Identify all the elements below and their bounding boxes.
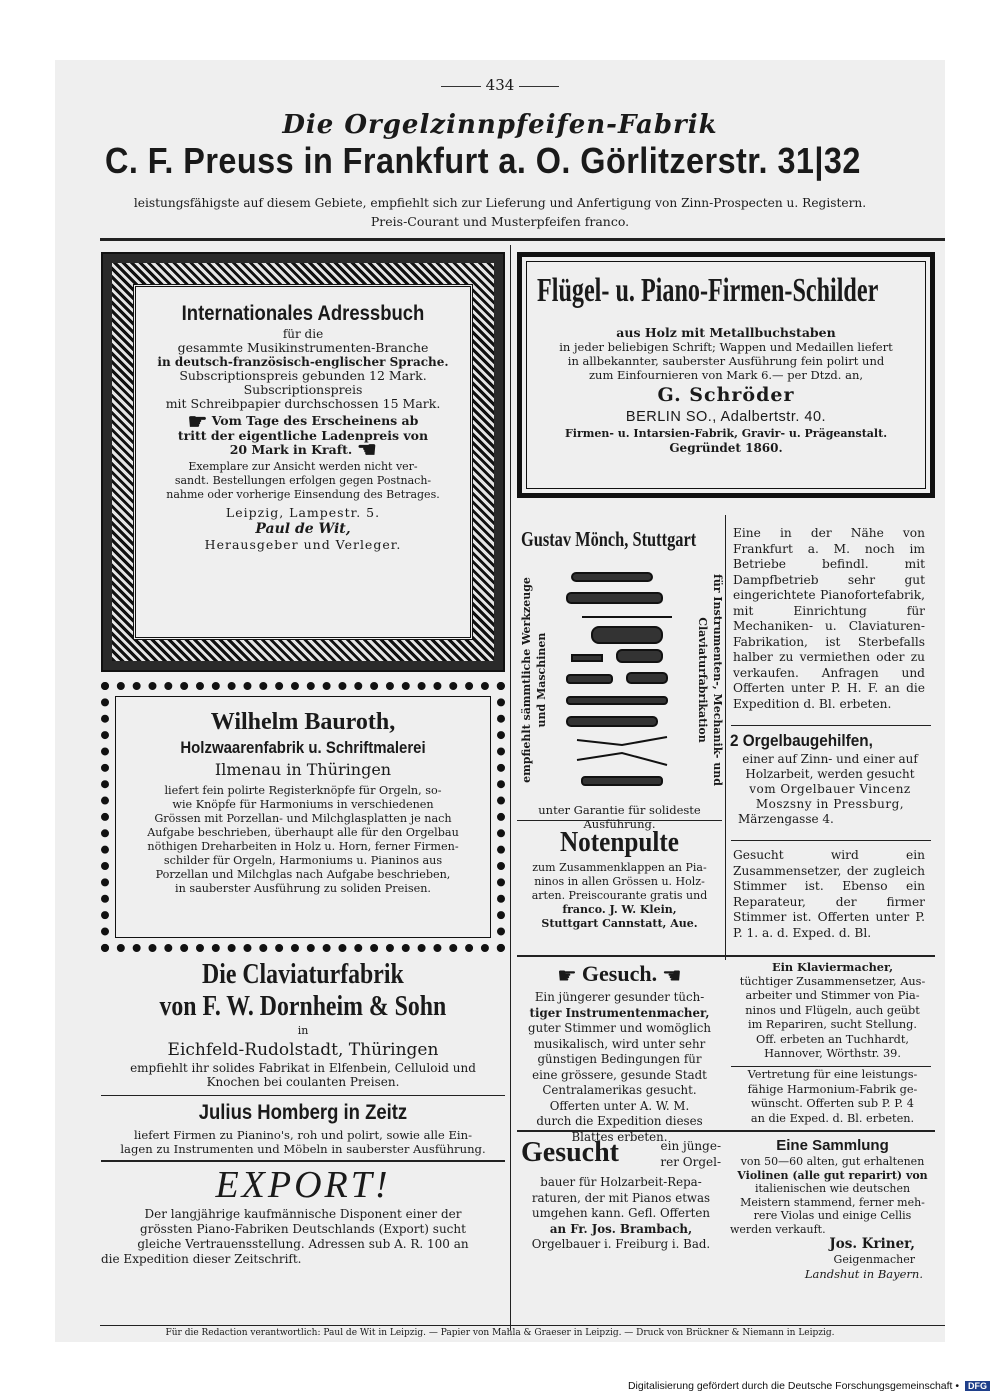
orgelbau-title: 2 Orgelbaugehilfen,	[730, 731, 873, 750]
schroeder-l2: in jeder beliebigen Schrift; Wappen und Medaillen liefert	[559, 340, 893, 354]
vertretung-ad	[730, 1068, 935, 1126]
pianofabrik-ad	[733, 526, 925, 712]
sammlung-l1: von 50—60 alten, gut erhaltenen	[740, 1155, 925, 1168]
export-l4: die Expedition dieser Zeitschrift.	[101, 1252, 302, 1266]
schroeder-title: Flügel- u. Piano-Firmen-Schilder	[537, 272, 879, 309]
bauroth-inner	[115, 696, 491, 938]
schroeder-box	[517, 252, 935, 498]
zusammensetzer-text: Gesucht wird ein Zusammensetzer, der zugleich Stimmer ist. Ebenso ein Reparateur, der firmer Stimmer ist. Offerten unter P. P. 1. a. d. Exped. d. Bl.	[733, 848, 925, 940]
klaviermacher-l6: Off. erbeten an Tuchhardt,	[756, 1032, 909, 1046]
notenpulte-l5: Stuttgart Cannstatt, Aue.	[541, 917, 698, 930]
gesuch-l1: Ein jüngerer gesunder tüch-	[534, 990, 705, 1004]
page-number: 434	[485, 76, 515, 94]
bauroth-title: Wilhelm Bauroth,	[210, 709, 396, 735]
gesuch-l10: Blattes erbeten.	[571, 1129, 668, 1144]
divider-dornheim	[101, 1095, 505, 1096]
schroeder-l8: Gegründet 1860.	[669, 441, 783, 455]
tool-reamer	[627, 673, 667, 683]
dornheim-title2-box	[101, 990, 505, 1024]
export-l3: gleiche Vertrauensstellung. Adressen sub A. R. 100 an	[137, 1237, 469, 1251]
klaviermacher-l2: tüchtiger Zusammensetzer, Aus-	[739, 974, 926, 988]
dornheim-title1-box	[101, 958, 505, 992]
sammlung-ad	[730, 1136, 935, 1281]
gesucht-l1: ein jünge-	[660, 1139, 721, 1153]
gesucht-l3: bauer für Holzarbeit-Repa-	[540, 1175, 702, 1189]
pointing-hand-icon: ☛	[662, 963, 682, 989]
schroeder-l1: aus Holz mit Metallbuchstaben	[616, 325, 836, 340]
orgelbau-ad	[730, 730, 930, 827]
page-number-row	[55, 76, 945, 94]
vertretung-l2: fähige Harmonium-Fabrik ge-	[747, 1082, 918, 1096]
gesuch-l5: günstigen Bedingungen für	[537, 1052, 702, 1066]
gesuch-l8: Offerten unter A. W. M.	[549, 1098, 690, 1113]
sammlung-l2: Violinen (alle gut reparirt) von	[737, 1168, 928, 1182]
schroeder-l7: Firmen- u. Intarsien-Fabrik, Gravir- u. Prägeanstalt.	[564, 427, 888, 440]
gesuch-title: Gesuch.	[581, 961, 658, 986]
notenpulte-l1: zum Zusammenklappen an Pia-	[532, 861, 707, 874]
divider-homberg	[101, 1160, 505, 1162]
gesucht-l6: an Fr. Jos. Brambach,	[549, 1221, 693, 1236]
footer-divider	[100, 1325, 945, 1326]
klaviermacher-l7: Hannover, Wörthstr. 39.	[764, 1047, 901, 1060]
homberg-l1: liefert Firmen zu Pianino's, roh und polirt, sowie alle Ein-	[133, 1128, 473, 1142]
sammlung-l9: Landshut in Bayern.	[804, 1266, 923, 1281]
adressbuch-l14: Paul de Wit,	[255, 521, 351, 537]
tool-file	[572, 573, 652, 581]
orgelbau-l3: vom Orgelbauer Vincenz	[749, 782, 911, 796]
orgelbau-l1: einer auf Zinn- und einer auf	[742, 752, 918, 766]
tool-gauge	[582, 777, 662, 785]
bauroth-l6: schilder für Orgeln, Harmoniums u. Pianinos aus	[163, 854, 443, 867]
sammlung-l7: Jos. Kriner,	[829, 1236, 915, 1252]
orgelbau-l4: Moszsny in Pressburg,	[755, 797, 905, 811]
sammlung-title: Eine Sammlung	[776, 1137, 889, 1154]
bauroth-subtitle: Holzwaarenfabrik u. Schriftmalerei	[180, 738, 426, 757]
tool-pliers-jaw	[577, 753, 667, 765]
footer-imprint: Für die Redaction verantwortlich: Paul de Wit in Leipzig. — Papier von Mahla & Graeser in Leipzig. — Druck von Brückner & Niemann in Leipzig.	[165, 1328, 835, 1338]
moench-title-box	[521, 525, 726, 555]
tools-illustration	[562, 565, 692, 795]
adressbuch-l9: 20 Mark in Kraft.	[229, 441, 353, 457]
gesucht-l5: umgehen kann. Gefl. Offerten	[532, 1206, 710, 1220]
sammlung-l8: Geigenmacher	[833, 1253, 915, 1266]
gesucht-l7: Orgelbauer i. Freiburg i. Bad.	[531, 1237, 711, 1251]
adressbuch-text	[136, 301, 470, 552]
schroeder-l6: BERLIN SO., Adalbertstr. 40.	[625, 409, 827, 425]
tool-pliers	[577, 737, 667, 745]
gesucht-l2: rer Orgel-	[660, 1155, 721, 1169]
gesucht-l4: raturen, der mit Pianos etwas	[531, 1190, 711, 1205]
bauroth-l7: Porzellan und Milchglas nach Aufgabe beschrieben,	[155, 868, 451, 881]
klaviermacher-l3: arbeiter und Stimmer von Pia-	[745, 989, 920, 1002]
zusammensetzer-ad	[733, 848, 925, 941]
bauroth-l4: Aufgabe beschrieben, überhaupt alle für den Orgelbau	[147, 826, 459, 839]
moench-l2: Ausführung.	[583, 817, 656, 831]
vertretung-l1: Vertretung für eine leistungs-	[747, 1068, 918, 1081]
dornheim-l1: empfiehlt ihr solides Fabrikat in Elfenbein, Celluloid und	[130, 1061, 476, 1075]
sammlung-l6: werden verkauft.	[730, 1222, 826, 1236]
adressbuch-l3: in deutsch-französisch-englischer Sprache.	[157, 355, 449, 369]
adressbuch-l8: tritt der eigentliche Ladenpreis von	[177, 427, 429, 443]
export-l2: grössten Piano-Fabriken Deutschlands (Export) sucht	[140, 1222, 466, 1236]
notenpulte-l4: franco. J. W. Klein,	[562, 903, 677, 916]
bauroth-text	[116, 707, 490, 896]
orgelbau-l5: Märzengasse 4.	[738, 812, 834, 826]
adressbuch-l1: für die	[282, 327, 324, 341]
bauroth-l1: liefert fein polirte Registerknöpfe für Orgeln, so-	[164, 784, 442, 797]
dornheim-place: Eichfeld-Rudolstadt, Thüringen	[167, 1040, 439, 1060]
tool-rasp	[567, 697, 667, 704]
klaviermacher-ad	[730, 960, 935, 1062]
adressbuch-l13: Leipzig, Lampestr. 5.	[225, 505, 381, 520]
column-divider	[510, 245, 511, 1330]
tool-punch	[572, 655, 602, 661]
adressbuch-l6: mit Schreibpapier durchschossen 15 Mark.	[165, 396, 441, 411]
notenpulte-l2: ninos in allen Grössen u. Holz-	[534, 875, 705, 888]
dornheim-in: in	[297, 1024, 309, 1037]
gesuch-title-row	[517, 960, 722, 990]
header-line2-box	[105, 140, 925, 190]
dornheim-title1: Die Claviaturfabrik	[202, 959, 404, 990]
pointing-hand-icon: ☛	[557, 963, 577, 989]
header-line2: C. F. Preuss in Frankfurt a. O. Görlitzerstr. 31|32	[105, 140, 861, 181]
notenpulte-l3: arten. Preiscourante gratis und	[531, 889, 708, 902]
gesuch-l4: musikalisch, wird unter sehr	[533, 1036, 706, 1051]
bauroth-l2: wie Knöpfe für Harmoniums in verschiedenen	[172, 798, 434, 811]
sammlung-l5: rere Violas und einige Cellis	[753, 1209, 912, 1222]
adressbuch-title: Internationales Adressbuch	[181, 302, 425, 325]
adressbuch-l2: gesammte Musikinstrumenten-Branche	[177, 340, 429, 355]
bauroth-frame	[101, 682, 505, 952]
notenpulte-title: Notenpulte	[559, 827, 679, 858]
gesucht-title: Gesucht	[521, 1137, 619, 1168]
klaviermacher-l5: im Repariren, sucht Stellung.	[747, 1018, 917, 1031]
divider-right-low	[517, 1130, 935, 1132]
gesucht-orgel-ad	[521, 1135, 721, 1253]
homberg-title: Julius Homberg in Zeitz	[198, 1101, 408, 1124]
homberg-title-box	[101, 1100, 505, 1126]
export-ad	[101, 1163, 505, 1267]
pianofabrik-text: Eine in der Nähe von Frankfurt a. M. noch im Betriebe befindl. mit Dampfbetrieb sehr gut eingerichtete Pianofortefabrik, mit Einrichtung für Mechaniken- u. Claviaturen-Fabrikation, ist Sterbefalls halber zu vermiethen oder zu verkaufen. Anfragen und Offerten unter P. H. F. an die Expedition d. Bl. erbeten.	[733, 526, 925, 711]
divider-klaviermacher	[731, 1066, 931, 1067]
schroeder-inner	[526, 261, 926, 489]
gesuch-l2: tiger Instrumentenmacher,	[529, 1005, 710, 1020]
tool-knife	[567, 717, 657, 726]
right-subcolumn-divider	[725, 515, 726, 960]
credit-text: Digitalisierung gefördert durch die Deutsche Forschungsgemeinschaft •	[627, 1380, 960, 1392]
moench-vert-left: empfiehlt sämmtliche Werkzeuge und Maschinen	[520, 577, 548, 783]
vertretung-l4: an die Exped. d. Bl. erbeten.	[750, 1111, 915, 1125]
bauroth-l3: Grössen mit Porzellan- und Milchglasplatten je nach	[154, 812, 452, 825]
bauroth-l8: in sauberster Ausführung zu soliden Preisen.	[175, 882, 431, 895]
gesuch-l3: guter Stimmer und womöglich	[528, 1021, 711, 1035]
adressbuch-l9-row	[136, 437, 470, 463]
moench-ad	[517, 515, 722, 840]
adressbuch-inner	[133, 284, 473, 640]
tool-handle	[617, 650, 662, 662]
newspaper-page	[55, 60, 945, 1342]
dornheim-l2: Knochen bei coulanten Preisen.	[206, 1075, 400, 1089]
export-l1: Der langjährige kaufmännische Disponent einer der	[144, 1207, 462, 1221]
header-line3: leistungsfähigste auf diesem Gebiete, empfiehlt sich zur Lieferung und Anfertigung von Zinn-Prospecten u. Registern.	[133, 196, 867, 210]
pointing-hand-icon: ☛	[187, 408, 208, 435]
tool-chisel	[567, 593, 662, 603]
divider-moench	[517, 820, 722, 821]
tool-awl	[567, 675, 612, 683]
divider-pianofabrik	[731, 725, 931, 726]
moench-vert-left-box	[519, 565, 555, 795]
klaviermacher-l1: Ein Klaviermacher,	[771, 960, 894, 974]
adressbuch-l11: sandt. Bestellungen erfolgen gegen Postnach-	[174, 474, 432, 487]
dornheim-title2: von F. W. Dornheim & Sohn	[159, 991, 447, 1022]
klaviermacher-l4: ninos und Flügeln, auch geübt	[745, 1003, 920, 1017]
gesuch-l7: Centralamerikas gesucht.	[542, 1083, 697, 1097]
adressbuch-l5: Subscriptionspreis	[243, 382, 363, 397]
divider-orgelbau	[731, 840, 931, 841]
gesucht-title-row	[521, 1135, 721, 1175]
schroeder-l3: in allbekannter, sauberster Ausführung fein polirt und	[567, 354, 885, 368]
orgelbau-l2: Holzarbeit, werden gesucht	[745, 767, 915, 781]
divider-right-mid	[517, 955, 935, 957]
header-divider	[100, 238, 945, 241]
moench-vert-right: für Instrumenten-, Mechanik- und Claviaturfabrikation	[696, 574, 724, 786]
adressbuch-l15: Herausgeber und Verleger.	[204, 537, 402, 552]
dfg-logo: DFG	[965, 1381, 990, 1391]
sammlung-l3: italienischen wie deutschen	[754, 1182, 911, 1195]
gesuch-l9: durch die Expedition dieses	[536, 1114, 703, 1128]
vertretung-l3: wünscht. Offerten sub P. P. 4	[751, 1097, 914, 1110]
schroeder-title-box	[537, 268, 932, 320]
moench-title: Gustav Mönch, Stuttgart	[521, 527, 697, 551]
gesuch-l6: eine grössere, gesunde Stadt	[532, 1067, 707, 1082]
adressbuch-l7: Vom Tage des Erscheinens ab	[211, 413, 419, 428]
adressbuch-l10: Exemplare zur Ansicht werden nicht ver-	[188, 460, 418, 473]
adressbuch-l12: nahme oder vorherige Einsendung des Betrages.	[166, 488, 440, 501]
schroeder-l4: zum Einfournieren von Mark 6.— per Dtzd. an,	[588, 368, 864, 382]
bauroth-l5: nöthigen Dreharbeiten in Holz u. Horn, ferner Firmen-	[147, 840, 459, 853]
header-line1: Die Orgelzinnpfeifen-Fabrik	[282, 110, 718, 140]
tool-mallet	[592, 627, 662, 643]
moench-vert-right-box	[689, 565, 725, 795]
export-title: EXPORT!	[215, 1164, 391, 1206]
sammlung-l4: Meistern stammend, ferner meh-	[740, 1195, 925, 1209]
schroeder-l5: G. Schröder	[657, 384, 795, 406]
gesuch-ad	[517, 960, 722, 1145]
pointing-hand-icon: ☛	[356, 437, 377, 463]
moench-l1: unter Garantie für solideste	[538, 803, 701, 817]
adressbuch-l4: Subscriptionspreis gebunden 12 Mark.	[179, 368, 427, 383]
homberg-l2: lagen zu Instrumenten und Möbeln in sauberster Ausführung.	[120, 1142, 486, 1156]
adressbuch-frame	[101, 252, 505, 672]
schroeder-text	[527, 326, 925, 455]
bauroth-place: Ilmenau in Thüringen	[214, 760, 392, 779]
notenpulte-ad	[517, 825, 722, 931]
credit-line	[628, 1380, 990, 1392]
header-line4: Preis-Courant und Musterpfeifen franco.	[370, 214, 630, 229]
